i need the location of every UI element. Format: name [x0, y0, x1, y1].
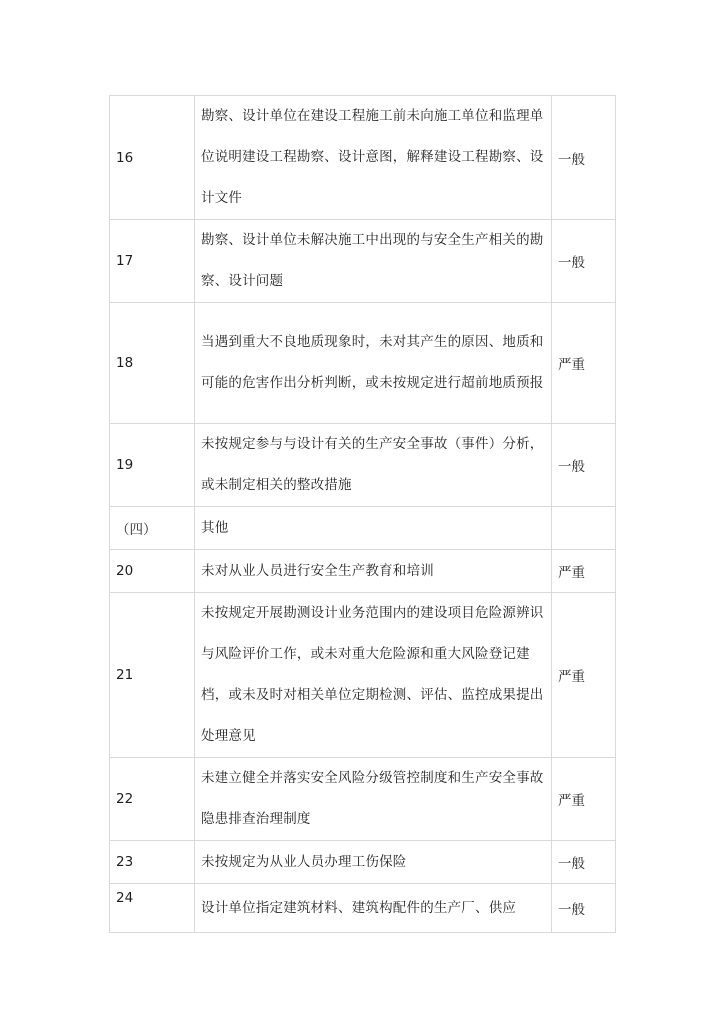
table-row [110, 507, 616, 550]
row-severity: 一般 [552, 841, 616, 884]
row-severity: 一般 [552, 884, 616, 933]
row-number: 16 [110, 96, 195, 220]
row-description: 勘察、设计单位未解决施工中出现的与安全生产相关的勘察、设计问题 [195, 220, 552, 303]
row-number: 24 [110, 884, 195, 933]
table-row [110, 758, 616, 841]
row-number: 18 [110, 303, 195, 424]
table-row [110, 220, 616, 303]
row-description: 未对从业人员进行安全生产教育和培训 [195, 550, 552, 593]
table-row [110, 96, 616, 220]
row-number: 17 [110, 220, 195, 303]
row-description: 设计单位指定建筑材料、建筑构配件的生产厂、供应 [195, 884, 552, 933]
row-severity: 严重 [552, 303, 616, 424]
table-row [110, 550, 616, 593]
row-number: 23 [110, 841, 195, 884]
section-title: 其他 [195, 507, 552, 550]
table-row [110, 884, 616, 933]
table-row [110, 593, 616, 758]
document-page [109, 95, 615, 933]
row-severity: 严重 [552, 550, 616, 593]
row-severity: 一般 [552, 424, 616, 507]
section-number: （四） [110, 507, 195, 550]
violations-table [109, 95, 616, 933]
row-description: 未按规定参与与设计有关的生产安全事故（事件）分析，或未制定相关的整改措施 [195, 424, 552, 507]
row-number: 22 [110, 758, 195, 841]
row-number: 19 [110, 424, 195, 507]
row-description: 未按规定开展勘测设计业务范围内的建设项目危险源辨识与风险评价工作，或未对重大危险源和重大风险登记建档，或未及时对相关单位定期检测、评估、监控成果提出处理意见 [195, 593, 552, 758]
table-row [110, 303, 616, 424]
row-severity: 一般 [552, 96, 616, 220]
row-description: 未建立健全并落实安全风险分级管控制度和生产安全事故隐患排查治理制度 [195, 758, 552, 841]
row-number: 20 [110, 550, 195, 593]
row-description: 当遇到重大不良地质现象时，未对其产生的原因、地质和可能的危害作出分析判断，或未按规定进行超前地质预报 [195, 303, 552, 424]
row-description: 未按规定为从业人员办理工伤保险 [195, 841, 552, 884]
row-severity: 严重 [552, 758, 616, 841]
row-number: 21 [110, 593, 195, 758]
row-severity: 一般 [552, 220, 616, 303]
row-severity: 严重 [552, 593, 616, 758]
table-row [110, 841, 616, 884]
row-description: 勘察、设计单位在建设工程施工前未向施工单位和监理单位说明建设工程勘察、设计意图，解释建设工程勘察、设计文件 [195, 96, 552, 220]
table-row [110, 424, 616, 507]
row-severity [552, 507, 616, 550]
